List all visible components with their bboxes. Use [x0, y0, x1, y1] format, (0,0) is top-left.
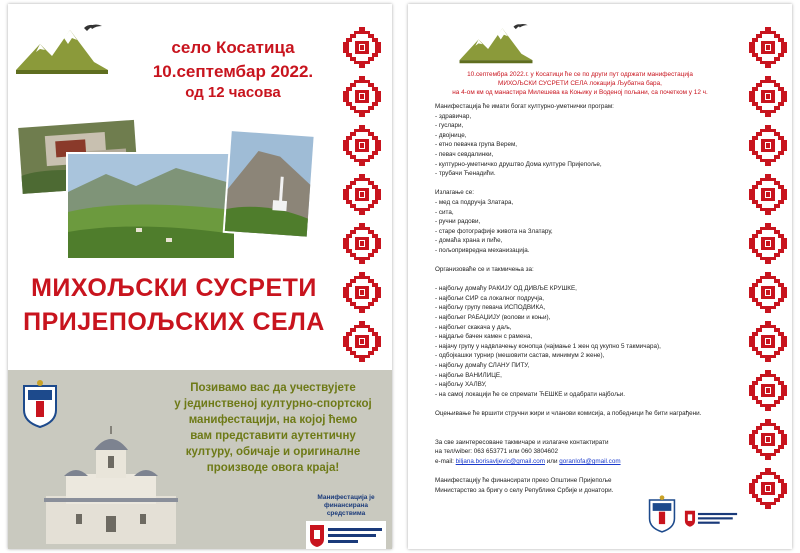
event-title-line2: ПРИЈЕПОЉСКИХ СЕЛА — [23, 308, 325, 336]
ministry-logo — [306, 521, 386, 549]
village-name: село Косатица — [171, 38, 295, 57]
sponsor-box — [304, 494, 388, 549]
folk-ornament — [342, 222, 382, 265]
folk-ornament — [748, 271, 788, 314]
invite-line: Позивамо вас да учествујете — [190, 382, 356, 394]
invite-line: културу, обичаје и оригиналне — [185, 446, 361, 458]
announce-line: 10.септембра 2022.г. у Косатици ће се по други пут одржати манифестација — [467, 71, 693, 78]
folk-ornament-column — [342, 26, 382, 369]
body-line: - старе фотографије живота на Златару, — [435, 227, 553, 235]
folk-ornament — [748, 369, 788, 412]
municipality-coat-of-arms — [22, 380, 58, 428]
folk-ornament — [748, 124, 788, 167]
body-line: - најбољу групу певача ИСПОДВИКА, — [435, 304, 546, 312]
invitation-text — [158, 380, 388, 476]
body-line: - мед са подручја Златара, — [435, 198, 514, 206]
body-line: - домаћа храна и пиће, — [435, 237, 503, 245]
poster-left-page — [8, 4, 392, 549]
body-line: - гуслари, — [435, 122, 464, 130]
sponsor-line: финансирана средствима — [324, 502, 368, 517]
folk-ornament — [342, 75, 382, 118]
email-link-1[interactable]: biljana.borisavljevic@gmail.com — [455, 457, 545, 465]
municipality-coat-of-arms — [648, 492, 676, 536]
body-line: - најбоље ВАНИЛИЦЕ, — [435, 371, 502, 379]
body-line: Излагање се: — [435, 189, 474, 197]
body-line: - најбољу домаћу СЛАНУ ПИТУ, — [435, 362, 530, 370]
spacer — [435, 256, 735, 266]
folk-ornament — [748, 26, 788, 69]
folk-ornament — [748, 173, 788, 216]
spacer — [435, 179, 735, 189]
mountain-logo — [448, 22, 544, 68]
footer-line: Манифестацију ће финансирати преко Општине Пријепоље — [435, 477, 612, 485]
footer-line: Министарство за бригу о селу Републике Србије и донатори. — [435, 486, 614, 494]
body-line: - најбољу ХАЛВУ, — [435, 381, 487, 389]
email-link-2[interactable]: goranlofa@gmail.com — [559, 457, 621, 465]
body-line: - певач севдалинки, — [435, 150, 494, 158]
body-line: - најдаље бачен камен с рамена, — [435, 333, 533, 341]
invite-line: вам представити аутентичну — [190, 430, 356, 442]
folk-ornament — [342, 26, 382, 69]
ministry-logo — [682, 500, 740, 536]
email-separator: или — [545, 457, 560, 465]
body-line: - најбољег РАБАЏИЈУ (волови и коњи), — [435, 314, 551, 322]
email-line — [435, 457, 735, 467]
landscape-photo-collage — [16, 112, 316, 262]
body-line: Оцењивање ће вршити стручни жири и чланови комисија, а победници ће бити награђени. — [435, 410, 702, 417]
program-details — [435, 102, 735, 495]
poster-right-page — [408, 4, 792, 549]
mountain-logo — [14, 22, 110, 80]
body-line: - најбољу домаћу РАКИЈУ ОД ДИВЉЕ КРУШКЕ, — [435, 285, 577, 293]
announce-line: МИХОЉСКИ СУСРЕТИ СЕЛА локација Љубатна бара, — [498, 80, 662, 87]
body-line: - културно-уметничко друштво Дома културе Пријепоље, — [435, 160, 602, 168]
folk-ornament — [748, 320, 788, 363]
body-line: За све заинтересоване такмичаре и излагаче контактирати — [435, 438, 609, 446]
body-line: на тел/wiber: 063 653771 или 060 3804602 — [435, 448, 559, 456]
invite-line: производе овога краја! — [206, 462, 340, 474]
folk-ornament — [342, 320, 382, 363]
invite-line: у јединственој културно-спортској — [174, 398, 372, 410]
folk-ornament — [342, 124, 382, 167]
sponsor-text — [304, 494, 388, 518]
announce-line: на 4-ом км од манастира Милешева ка Коњику и Воденој пољани, са почетком у 12 ч. — [452, 89, 708, 96]
folk-ornament — [748, 467, 788, 510]
spacer — [435, 428, 735, 438]
event-title-line1: МИХОЉСКИ СУСРЕТИ — [31, 274, 317, 302]
event-announcement — [430, 70, 730, 97]
email-label: e-mail: — [435, 457, 456, 465]
folk-ornament — [342, 173, 382, 216]
body-line: - ручни радови, — [435, 218, 481, 226]
folk-ornament — [748, 418, 788, 461]
spacer — [435, 419, 735, 429]
spacer — [435, 399, 735, 409]
body-line: - најбољег скакача у даљ, — [435, 323, 512, 331]
body-line: Организоваће се и такмичења за: — [435, 266, 534, 274]
body-line: - трубачи Ћенадићи. — [435, 170, 496, 178]
body-line: - пољопривредна механизација. — [435, 246, 530, 254]
folk-ornament-column — [748, 26, 788, 516]
spacer — [435, 275, 735, 285]
body-line: - најбољи СИР са локалног подручја, — [435, 294, 545, 302]
body-line: - двојнице, — [435, 131, 467, 139]
event-time: од 12 часова — [185, 84, 281, 101]
folk-ornament — [748, 222, 788, 265]
invite-line: манифестацији, на којој ћемо — [188, 414, 358, 426]
invitation-band — [8, 370, 392, 549]
sponsor-line: Манифестација је — [317, 494, 375, 501]
body-line: - најачу групу у надвлачењу конопца (најмање 1 жен од укупно 5 такмичара), — [435, 342, 661, 350]
spacer — [435, 467, 735, 477]
body-line: Манифестација ће имати богат културно-уметнички програм: — [435, 103, 614, 110]
event-date: 10.септембар 2022. — [152, 62, 314, 81]
folk-ornament — [748, 75, 788, 118]
folk-ornament — [342, 271, 382, 314]
body-line: - на самој локацији ће се спремати ЋЕШКЕ и одабрати најбољи. — [435, 390, 626, 398]
body-line: - одбојкашки турнир (мешовити састав, минимум 2 жене), — [435, 352, 605, 360]
body-line: - етно певачка група Верем, — [435, 141, 518, 149]
body-line: - сита, — [435, 208, 454, 216]
body-line: - здравичар, — [435, 112, 472, 120]
